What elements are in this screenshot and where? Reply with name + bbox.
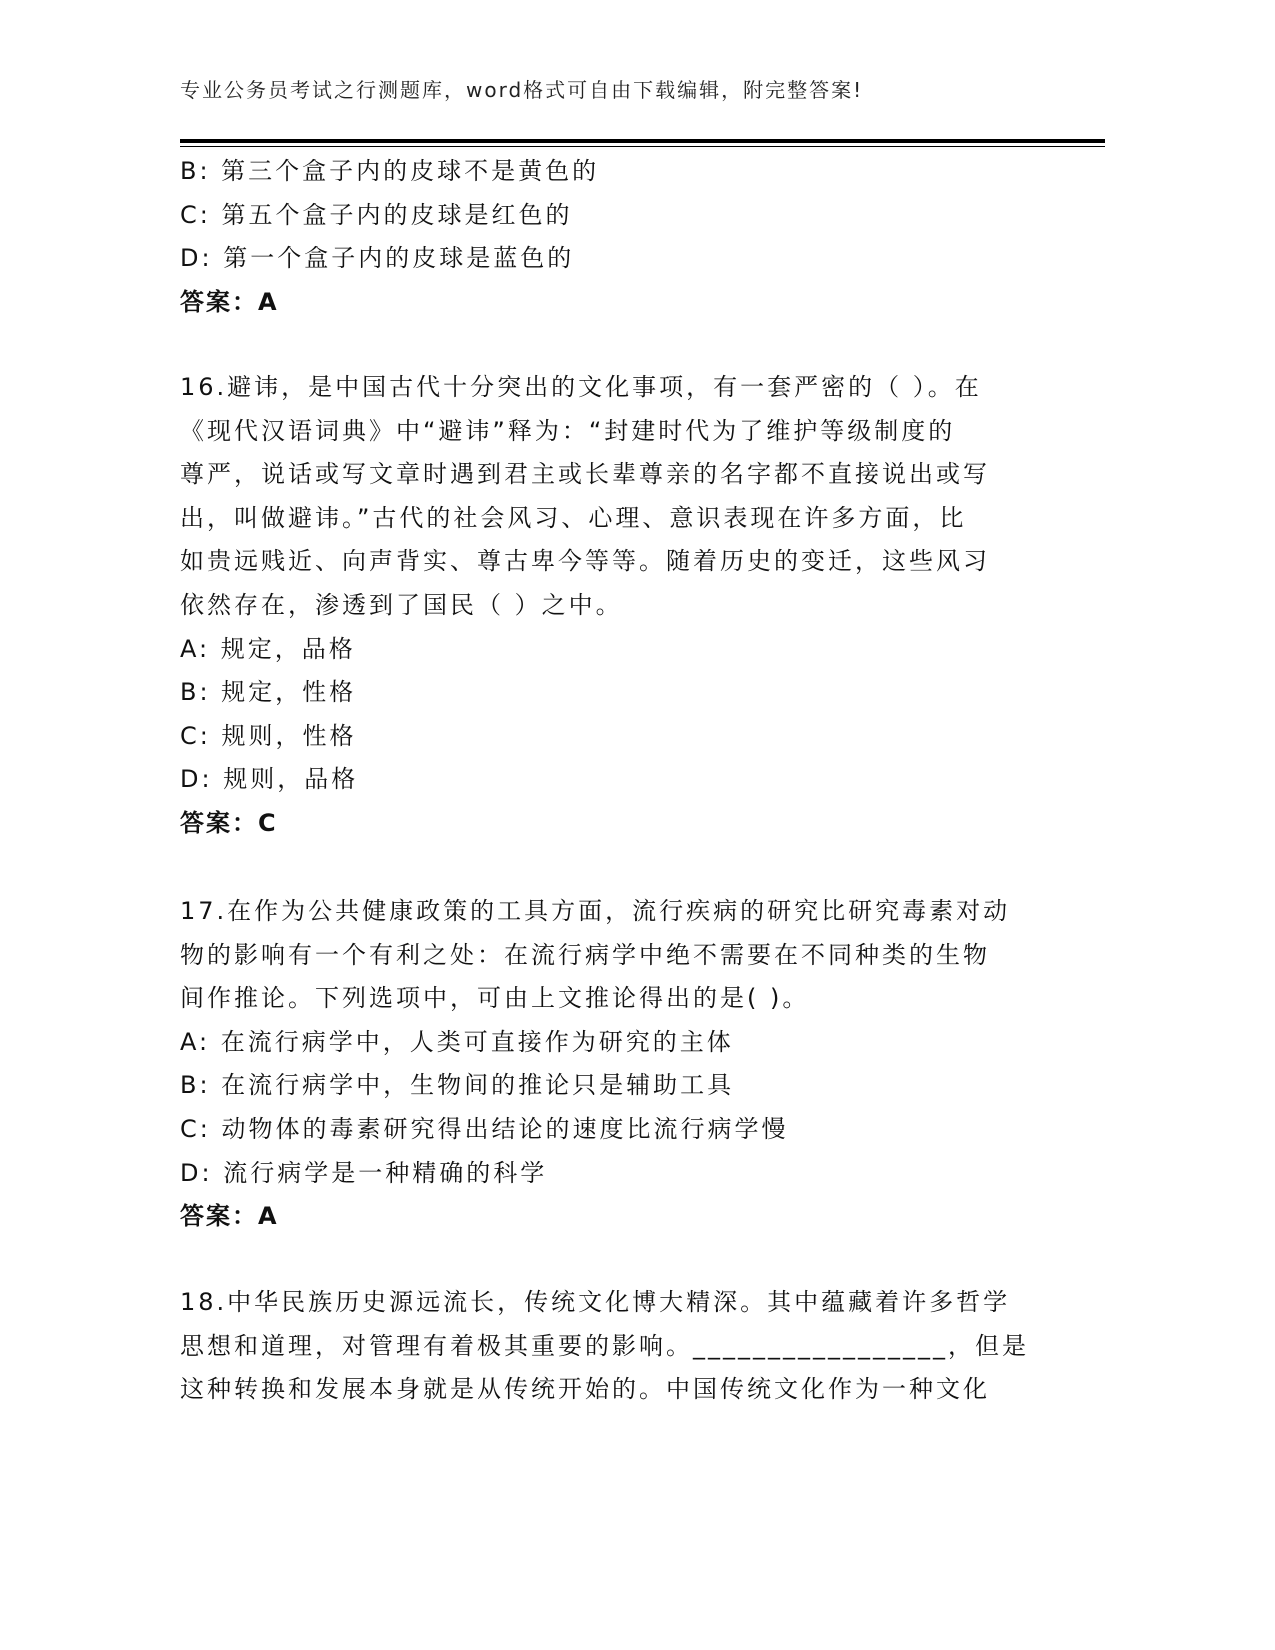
question-18 bbox=[180, 1281, 1110, 1412]
option-d: D: 流行病学是一种精确的科学 bbox=[180, 1158, 548, 1187]
option-b: B: 第三个盒子内的皮球不是黄色的 bbox=[180, 157, 600, 185]
option-b: B: 规定，性格 bbox=[180, 678, 357, 707]
header-rule-thick bbox=[180, 139, 1105, 143]
question-text: 《现代汉语词典》中“避讳”释为：“封建时代为了维护等级制度的 bbox=[180, 416, 956, 445]
question-text: 思想和道理，对管理有着极其重要的影响。_________________，但是 bbox=[180, 1331, 1029, 1360]
option-d: D: 规则，品格 bbox=[180, 765, 359, 794]
answer: 答案：A bbox=[180, 287, 279, 316]
question-text: 物的影响有一个有利之处：在流行病学中绝不需要在不同种类的生物 bbox=[180, 940, 990, 969]
question-text: 间作推论。下列选项中，可由上文推论得出的是( )。 bbox=[180, 984, 810, 1013]
page-header: 专业公务员考试之行测题库，word格式可自由下载编辑，附完整答案! bbox=[180, 78, 864, 102]
option-a: A: 在流行病学中，人类可直接作为研究的主体 bbox=[180, 1027, 734, 1056]
question-text: 尊严，说话或写文章时遇到君主或长辈尊亲的名字都不直接说出或写 bbox=[180, 460, 990, 489]
question-text: 如贵远贱近、向声背实、尊古卑今等等。随着历史的变迁，这些风习 bbox=[180, 547, 990, 576]
question-15-tail bbox=[180, 150, 1110, 324]
question-16 bbox=[180, 366, 1110, 846]
answer: 答案：C bbox=[180, 808, 278, 837]
option-c: C: 规则，性格 bbox=[180, 721, 357, 750]
option-c: C: 动物体的毒素研究得出结论的速度比流行病学慢 bbox=[180, 1114, 789, 1143]
question-17 bbox=[180, 890, 1110, 1239]
option-c: C: 第五个盒子内的皮球是红色的 bbox=[180, 200, 573, 229]
question-text: 16.避讳，是中国古代十分突出的文化事项，有一套严密的（ ）。在 bbox=[180, 373, 982, 401]
option-d: D: 第一个盒子内的皮球是蓝色的 bbox=[180, 244, 575, 273]
option-b: B: 在流行病学中，生物间的推论只是辅助工具 bbox=[180, 1071, 735, 1100]
header-rule-thin bbox=[180, 146, 1105, 147]
question-text: 这种转换和发展本身就是从传统开始的。中国传统文化作为一种文化 bbox=[180, 1375, 990, 1404]
answer: 答案：A bbox=[180, 1202, 279, 1231]
question-text: 依然存在，渗透到了国民（ ）之中。 bbox=[180, 590, 623, 619]
question-text: 18.中华民族历史源远流长，传统文化博大精深。其中蕴藏着许多哲学 bbox=[180, 1288, 1011, 1316]
question-text: 17.在作为公共健康政策的工具方面，流行疾病的研究比研究毒素对动 bbox=[180, 897, 1011, 925]
option-a: A: 规定，品格 bbox=[180, 634, 356, 663]
question-text: 出，叫做避讳。”古代的社会风习、心理、意识表现在许多方面，比 bbox=[180, 503, 967, 532]
